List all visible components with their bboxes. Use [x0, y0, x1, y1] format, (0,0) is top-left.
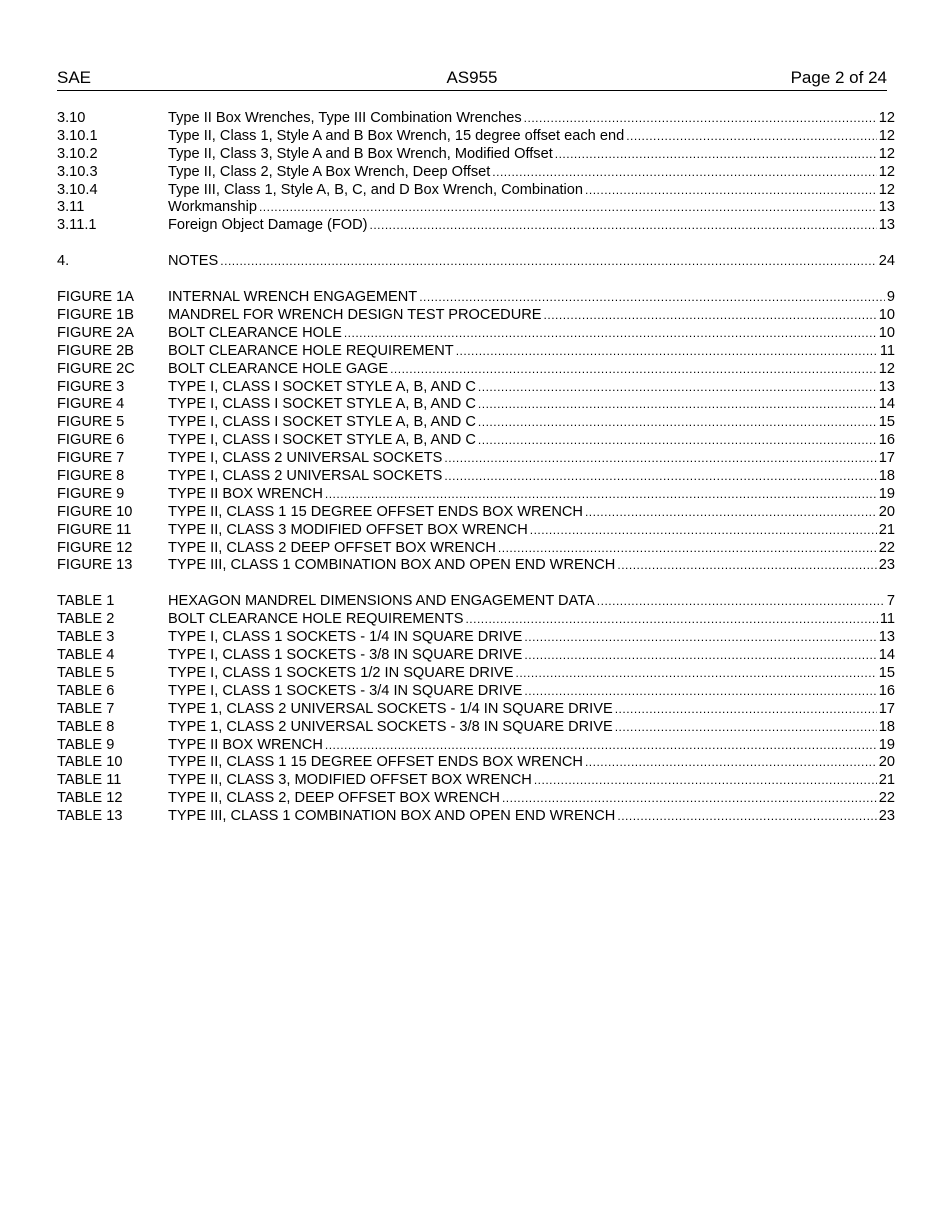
toc-entry	[57, 343, 895, 361]
toc-entry	[57, 557, 895, 575]
toc-entry-page: 12	[878, 145, 895, 162]
toc-entry-title: BOLT CLEARANCE HOLE	[168, 324, 342, 341]
toc-entry-page: 12	[878, 181, 895, 198]
toc-entry-number: 3.11.1	[57, 217, 97, 234]
toc-entry	[57, 486, 895, 504]
toc-notes	[57, 253, 895, 271]
dot-leader	[502, 790, 877, 808]
toc-entry	[57, 719, 895, 737]
toc-entry-number: FIGURE 11	[57, 521, 132, 538]
toc-entry-title: TYPE II, CLASS 1 15 DEGREE OFFSET ENDS BOX WRENCH	[168, 754, 583, 771]
toc-entry-title: NOTES	[168, 253, 219, 270]
toc-entry	[57, 289, 895, 307]
toc-entry-title: BOLT CLEARANCE HOLE REQUIREMENTS	[168, 611, 464, 628]
toc-entry-page: 21	[878, 521, 895, 538]
dot-leader	[478, 414, 877, 432]
toc-entry-title: TYPE I, CLASS 1 SOCKETS - 1/4 IN SQUARE DRIVE	[168, 629, 523, 646]
toc-entry-page: 15	[878, 664, 895, 681]
toc-entry	[57, 128, 895, 146]
toc-entry-number: 3.10.1	[57, 127, 98, 144]
toc-entry	[57, 164, 895, 182]
toc-entry-number: FIGURE 12	[57, 539, 133, 556]
toc-entry-page: 16	[878, 682, 895, 699]
dot-leader	[544, 307, 877, 325]
toc-entry-page: 14	[878, 647, 895, 664]
toc-entry-title: Foreign Object Damage (FOD)	[168, 217, 368, 234]
toc-entry	[57, 754, 895, 772]
dot-leader	[585, 504, 877, 522]
toc-entry-page: 17	[878, 450, 895, 467]
toc-entry-page: 12	[878, 127, 895, 144]
toc-entry	[57, 683, 895, 701]
page-header	[57, 68, 887, 91]
dot-leader	[530, 522, 877, 540]
toc-entry-number: FIGURE 3	[57, 378, 125, 395]
dot-leader	[615, 701, 877, 719]
toc-entry-number: TABLE 12	[57, 790, 123, 807]
toc-entry	[57, 665, 895, 683]
toc-entry	[57, 629, 895, 647]
toc-entry-page: 13	[878, 378, 895, 395]
toc-entry-page: 23	[878, 808, 895, 825]
toc-entry-page: 10	[878, 324, 895, 341]
dot-leader	[555, 146, 877, 164]
toc-entry-number: TABLE 11	[57, 772, 122, 789]
dot-leader	[615, 719, 877, 737]
dot-leader	[585, 754, 877, 772]
toc-entry-title: Type II Box Wrenches, Type III Combination Wrenches	[168, 110, 522, 126]
toc-entry-number: FIGURE 6	[57, 432, 125, 449]
toc-entry-number: FIGURE 2A	[57, 324, 135, 341]
toc-entry-number: TABLE 7	[57, 700, 115, 717]
dot-leader	[524, 110, 877, 128]
toc-entry-title: TYPE III, CLASS 1 COMBINATION BOX AND OPEN END WRENCH	[168, 557, 616, 574]
toc-entry-page: 13	[878, 629, 895, 646]
dot-leader	[534, 772, 877, 790]
dot-leader	[524, 629, 876, 647]
toc-entry	[57, 307, 895, 325]
toc-entry	[57, 790, 895, 808]
toc-entry-number: 3.10.2	[57, 145, 98, 162]
dot-leader	[370, 217, 877, 235]
toc-entry-page: 11	[879, 611, 895, 628]
toc-entry-title: TYPE I, CLASS I SOCKET STYLE A, B, AND C	[168, 414, 476, 431]
toc-entry	[57, 217, 895, 235]
dot-leader	[478, 379, 877, 397]
dot-leader	[617, 808, 876, 826]
toc-entry-page: 19	[878, 736, 895, 753]
toc-entry-number: 3.10	[57, 110, 86, 126]
toc-entry-page: 7	[886, 593, 895, 610]
dot-leader	[456, 343, 878, 361]
toc-entry-title: TYPE I, CLASS I SOCKET STYLE A, B, AND C	[168, 378, 476, 395]
toc-entry	[57, 450, 895, 468]
toc-entry	[57, 611, 895, 629]
toc-entry-title: TYPE I, CLASS I SOCKET STYLE A, B, AND C	[168, 432, 476, 449]
dot-leader	[516, 665, 877, 683]
header-org: SAE	[57, 68, 92, 87]
toc-entry-number: FIGURE 9	[57, 485, 125, 502]
toc-entry-number: FIGURE 2B	[57, 342, 135, 359]
toc-entry-title: TYPE I, CLASS I SOCKET STYLE A, B, AND C	[168, 396, 476, 413]
toc-entry-number: FIGURE 1B	[57, 307, 135, 324]
toc-entry-title: Type II, Class 3, Style A and B Box Wrench, Modified Offset	[168, 145, 553, 162]
toc-entry-title: HEXAGON MANDREL DIMENSIONS AND ENGAGEMENT DATA	[168, 593, 595, 610]
dot-leader	[444, 468, 876, 486]
toc-entry-number: FIGURE 1A	[57, 289, 135, 306]
toc-entry	[57, 146, 895, 164]
dot-leader	[220, 253, 876, 271]
dot-leader	[492, 164, 876, 182]
toc-entry-number: 3.11	[57, 199, 85, 216]
toc-entry-title: Type II, Class 2, Style A Box Wrench, Deep Offset	[168, 163, 491, 180]
toc-entry	[57, 737, 895, 755]
toc-entry	[57, 540, 895, 558]
toc-entry-number: TABLE 2	[57, 611, 115, 628]
toc-entry-title: TYPE III, CLASS 1 COMBINATION BOX AND OPEN END WRENCH	[168, 808, 616, 825]
dot-leader	[444, 450, 876, 468]
toc-entry-page: 20	[878, 754, 895, 771]
toc-entry-title: MANDREL FOR WRENCH DESIGN TEST PROCEDURE	[168, 307, 542, 324]
toc-entry-number: FIGURE 7	[57, 450, 125, 467]
dot-leader	[259, 199, 877, 217]
header-page-number: Page 2 of 24	[790, 68, 887, 87]
toc-entry	[57, 414, 895, 432]
toc-entry-page: 11	[879, 342, 895, 359]
toc-entry-title: Type III, Class 1, Style A, B, C, and D Box Wrench, Combination	[168, 181, 584, 198]
toc-entry	[57, 647, 895, 665]
toc-entry-title: INTERNAL WRENCH ENGAGEMENT	[168, 289, 418, 306]
toc-entry-page: 18	[878, 718, 895, 735]
dot-leader	[478, 396, 877, 414]
toc-entry-page: 16	[878, 432, 895, 449]
toc-entry-page: 12	[878, 110, 895, 126]
dot-leader	[524, 683, 876, 701]
toc-entry-title: TYPE 1, CLASS 2 UNIVERSAL SOCKETS - 1/4 IN SQUARE DRIVE	[168, 700, 613, 717]
toc-entry	[57, 253, 895, 271]
toc-entry-title: TYPE II BOX WRENCH	[168, 736, 323, 753]
toc-entry-number: FIGURE 5	[57, 414, 125, 431]
toc-entry-title: TYPE II, CLASS 3, MODIFIED OFFSET BOX WRENCH	[168, 772, 532, 789]
dot-leader	[498, 540, 877, 558]
toc-entry	[57, 522, 895, 540]
toc-entry-title: TYPE I, CLASS 2 UNIVERSAL SOCKETS	[168, 450, 443, 467]
toc-entry	[57, 808, 895, 826]
toc-entry-number: FIGURE 4	[57, 396, 125, 413]
toc-entry-number: TABLE 9	[57, 736, 115, 753]
toc-entry-page: 12	[878, 360, 895, 377]
toc-entry-number: TABLE 5	[57, 664, 115, 681]
toc-entry-page: 12	[878, 163, 895, 180]
toc-entry-number: TABLE 4	[57, 647, 115, 664]
dot-leader	[465, 611, 877, 629]
toc-entry-number: FIGURE 10	[57, 503, 133, 520]
toc-entry-page: 19	[878, 485, 895, 502]
toc-entry-page: 10	[878, 307, 895, 324]
toc-entry	[57, 701, 895, 719]
dot-leader	[390, 361, 877, 379]
toc-entry-number: TABLE 10	[57, 754, 123, 771]
toc-entry	[57, 361, 895, 379]
dot-leader	[524, 647, 876, 665]
dot-leader	[419, 289, 885, 307]
toc-entry	[57, 504, 895, 522]
toc-entry-title: TYPE II, CLASS 3 MODIFIED OFFSET BOX WRENCH	[168, 521, 528, 538]
toc-entry	[57, 468, 895, 486]
dot-leader	[585, 182, 877, 200]
toc-entry-title: TYPE 1, CLASS 2 UNIVERSAL SOCKETS - 3/8 IN SQUARE DRIVE	[168, 718, 613, 735]
toc-entry-number: TABLE 1	[57, 593, 115, 610]
toc-entry	[57, 772, 895, 790]
toc-entry-number: TABLE 8	[57, 718, 115, 735]
toc-entry-number: FIGURE 8	[57, 468, 125, 485]
toc-entry-title: TYPE I, CLASS 1 SOCKETS - 3/4 IN SQUARE DRIVE	[168, 682, 523, 699]
toc-entry-page: 13	[878, 217, 895, 234]
toc-entry	[57, 379, 895, 397]
toc-entry-page: 24	[878, 253, 895, 270]
toc-entry	[57, 182, 895, 200]
toc-entry-page: 17	[878, 700, 895, 717]
toc-entry-title: Type II, Class 1, Style A and B Box Wrench, 15 degree offset each end	[168, 127, 625, 144]
toc-entry-number: FIGURE 13	[57, 557, 133, 574]
toc-entry-number: TABLE 6	[57, 682, 115, 699]
dot-leader	[344, 325, 877, 343]
toc-entry-title: Workmanship	[168, 199, 257, 216]
toc-entry	[57, 110, 895, 128]
toc-entry-page: 13	[878, 199, 895, 216]
toc-entry-title: BOLT CLEARANCE HOLE GAGE	[168, 360, 389, 377]
toc-entry	[57, 396, 895, 414]
toc-entry	[57, 325, 895, 343]
toc-entry-number: FIGURE 2C	[57, 360, 135, 377]
toc-figures	[57, 289, 895, 575]
toc-entry-page: 23	[878, 557, 895, 574]
toc-entry-title: TYPE I, CLASS 1 SOCKETS 1/2 IN SQUARE DRIVE	[168, 664, 514, 681]
toc-entry-page: 21	[878, 772, 895, 789]
toc-entry-number: 3.10.4	[57, 181, 98, 198]
toc-entry-page: 22	[878, 790, 895, 807]
toc-entry-page: 9	[886, 289, 895, 306]
toc-entry-title: BOLT CLEARANCE HOLE REQUIREMENT	[168, 342, 454, 359]
dot-leader	[325, 486, 877, 504]
toc-sections	[57, 110, 895, 235]
dot-leader	[617, 557, 876, 575]
dot-leader	[325, 737, 877, 755]
dot-leader	[626, 128, 877, 146]
toc-entry-number: TABLE 3	[57, 629, 115, 646]
toc-entry-number: 3.10.3	[57, 163, 98, 180]
toc-entry-title: TYPE II, CLASS 1 15 DEGREE OFFSET ENDS BOX WRENCH	[168, 503, 583, 520]
table-of-contents	[57, 110, 895, 844]
toc-entry	[57, 593, 895, 611]
toc-entry-page: 20	[878, 503, 895, 520]
toc-entry-title: TYPE II, CLASS 2, DEEP OFFSET BOX WRENCH	[168, 790, 500, 807]
toc-entry-number: TABLE 13	[57, 808, 123, 825]
toc-entry-page: 22	[878, 539, 895, 556]
toc-entry-page: 15	[878, 414, 895, 431]
toc-entry-page: 14	[878, 396, 895, 413]
dot-leader	[478, 432, 877, 450]
toc-entry	[57, 432, 895, 450]
header-document-id: AS955	[446, 68, 498, 87]
toc-entry-title: TYPE II BOX WRENCH	[168, 485, 323, 502]
toc-tables	[57, 593, 895, 826]
toc-entry	[57, 199, 895, 217]
toc-entry-number: 4.	[57, 253, 70, 270]
toc-entry-title: TYPE I, CLASS 1 SOCKETS - 3/8 IN SQUARE DRIVE	[168, 647, 523, 664]
dot-leader	[597, 593, 885, 611]
toc-entry-page: 18	[878, 468, 895, 485]
toc-entry-title: TYPE I, CLASS 2 UNIVERSAL SOCKETS	[168, 468, 443, 485]
toc-entry-title: TYPE II, CLASS 2 DEEP OFFSET BOX WRENCH	[168, 539, 496, 556]
